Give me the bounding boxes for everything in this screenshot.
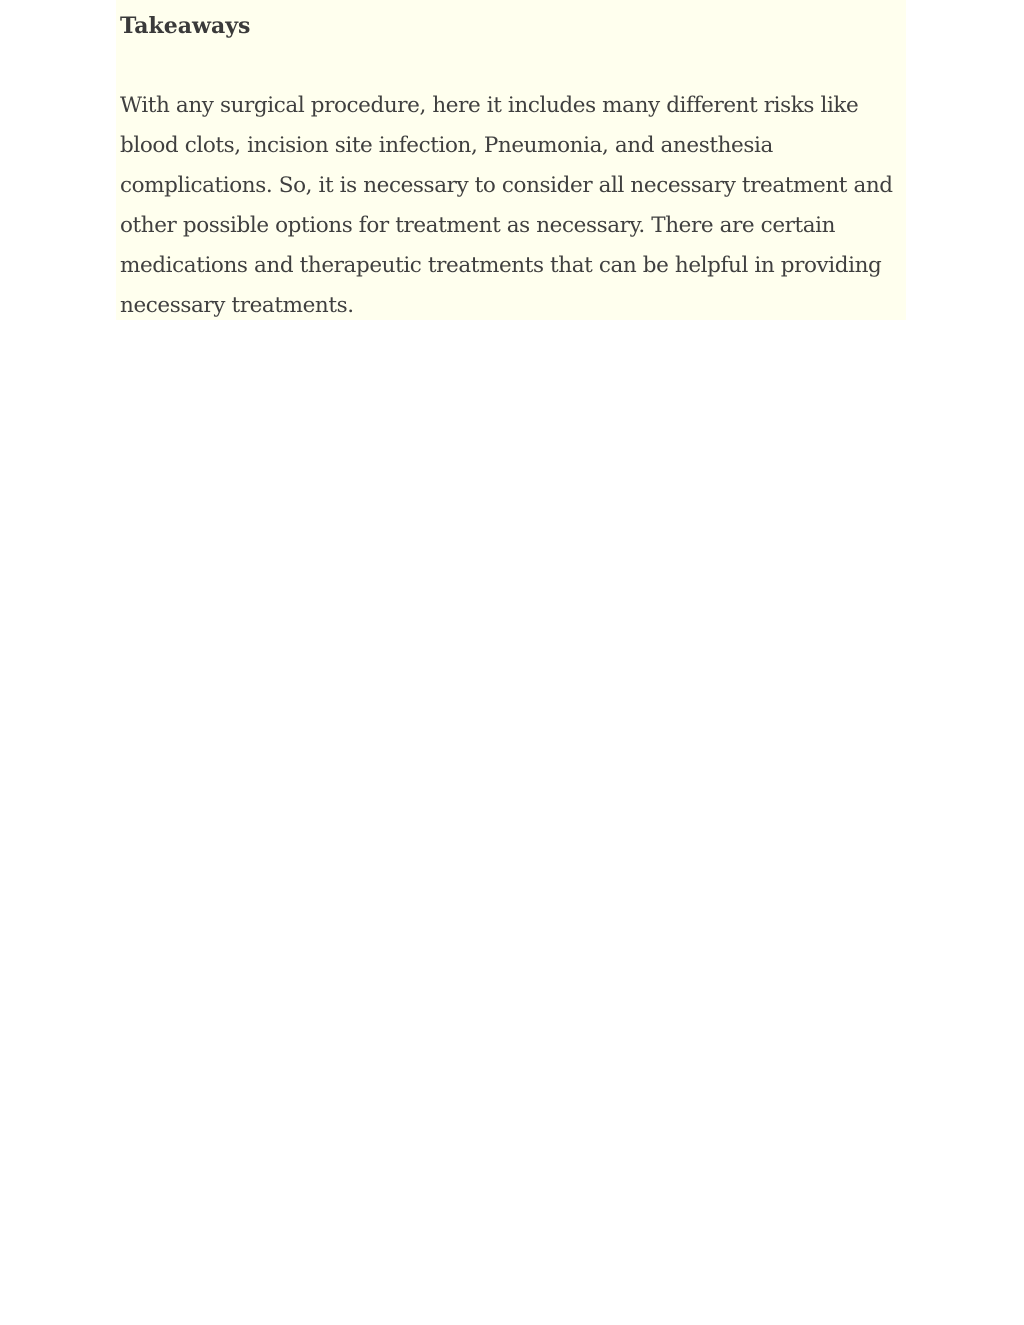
section-title: Takeaways bbox=[120, 13, 251, 39]
section-paragraph: With any surgical procedure, here it includes many different risks like blood clots, incision site infection, Pneumonia, and anesthesia complications. So, it is necessary to consider all necessary treatment and other possible options for treatment as necessary. There are certain medications and therapeutic treatments that can be helpful in providing necessary treatments. bbox=[120, 93, 893, 318]
takeaways-section bbox=[116, 0, 906, 320]
